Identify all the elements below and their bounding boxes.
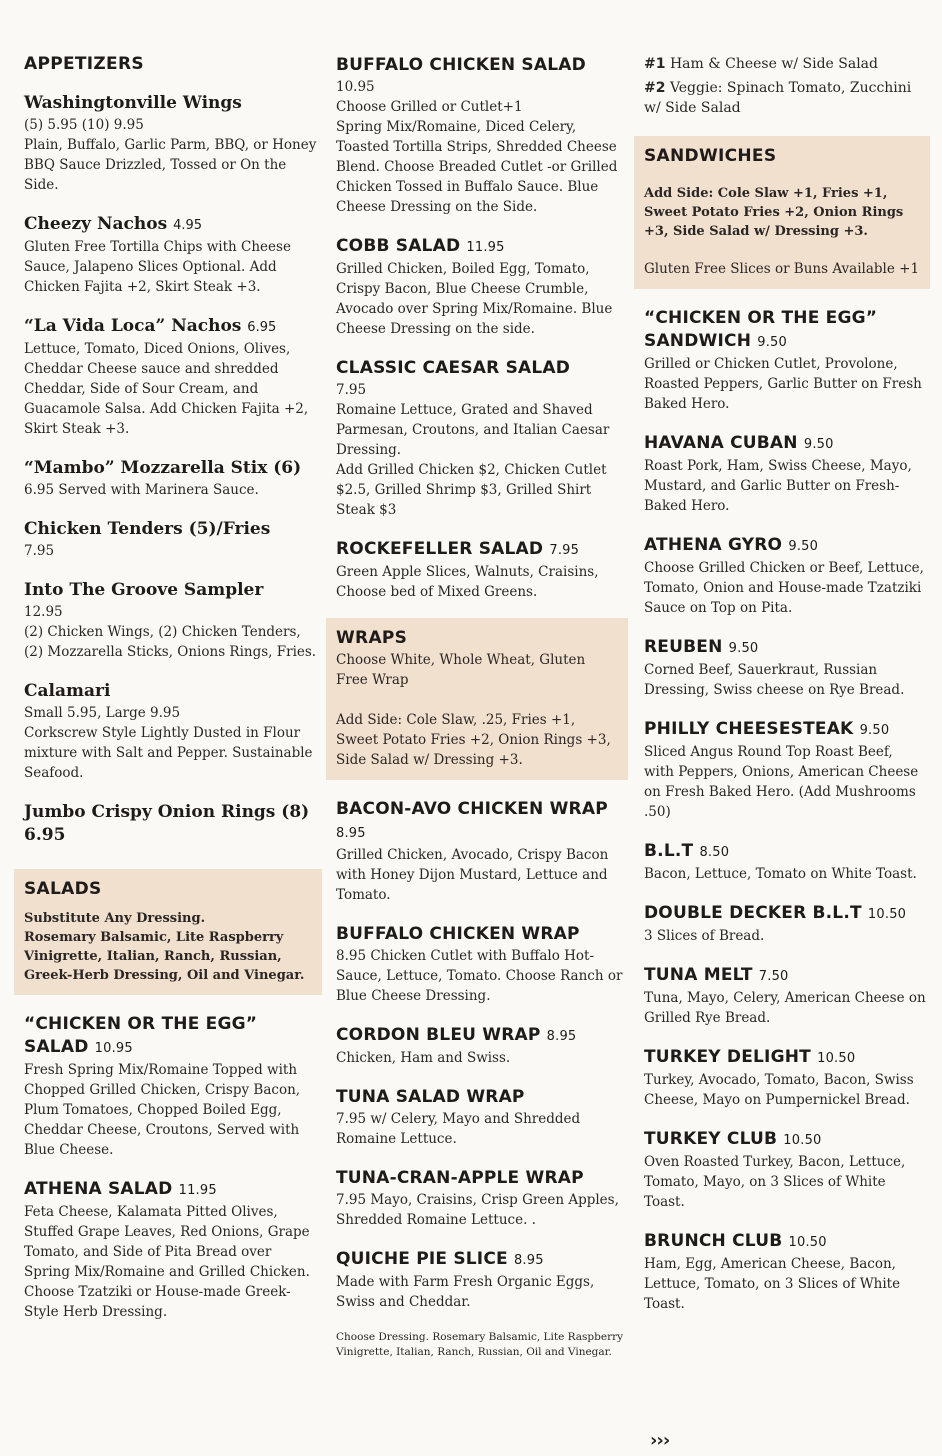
menu-item-name (336, 235, 624, 259)
menu-item (634, 1128, 930, 1212)
sandwiches-heading: SANDWICHES (644, 146, 777, 166)
menu-item-name (24, 457, 318, 480)
menu-item (634, 432, 930, 516)
menu-item (14, 1013, 322, 1160)
menu-item-price: 10.50 (788, 1235, 827, 1250)
menu-item-name (644, 1046, 926, 1070)
menu-item-price: 8.95 (546, 1029, 577, 1044)
combo-item (634, 78, 930, 118)
combo-number: #2 (644, 80, 666, 96)
salads-list-col1 (14, 1013, 322, 1322)
menu-item-title: QUICHE PIE SLICE (336, 1249, 508, 1269)
menu-item-description: 6.95 Served with Marinera Sauce. (24, 482, 259, 498)
menu-item-title: B.L.T (644, 841, 694, 861)
menu-item-description: Grilled Chicken, Boiled Egg, Tomato, Crispy Bacon, Blue Cheese Crumble, Avocado over Spring Mix/Romaine. Blue Cheese Dressing on the side. (336, 261, 613, 337)
menu-item (14, 801, 322, 847)
menu-item (326, 357, 628, 520)
menu-item-description: 7.95 w/ Celery, Mayo and Shredded Romaine Lettuce. (336, 1111, 581, 1147)
menu-item (326, 1086, 628, 1149)
menu-item-name (336, 798, 624, 845)
combo-text: Ham & Cheese w/ Side Salad (669, 56, 878, 72)
menu-item-description: Chicken, Ham and Swiss. (336, 1050, 511, 1066)
menu-item-name (644, 840, 926, 864)
menu-item-name (644, 534, 926, 558)
menu-item (634, 534, 930, 618)
menu-item-price: 11.95 (466, 240, 505, 255)
menu-item-name (24, 1178, 318, 1202)
menu-item-title: COBB SALAD (336, 236, 461, 256)
menu-item-title: TUNA SALAD WRAP (336, 1087, 525, 1107)
wraps-section-box (326, 618, 628, 780)
more-indicator: ››› (650, 1430, 670, 1451)
salads-dressing-note: Substitute Any Dressing. Rosemary Balsamic, Lite Raspberry Vinigrette, Italian, Ranch, Russian, Greek-Herb Dressing, Oil and Vinegar. (24, 911, 305, 983)
menu-item-price: 8.50 (699, 845, 730, 860)
menu-item-description: Green Apple Slices, Walnuts, Craisins, Choose bed of Mixed Greens. (336, 564, 599, 600)
combos-list (634, 54, 930, 118)
menu-item (326, 538, 628, 602)
menu-item-description: Sliced Angus Round Top Roast Beef, with Peppers, Onions, American Cheese on Fresh Baked Hero. (Add Mushrooms .50) (644, 744, 919, 820)
menu-item-description: Grilled or Chicken Cutlet, Provolone, Roasted Peppers, Garlic Butter on Fresh Baked Hero. (644, 356, 922, 412)
menu-item (326, 1248, 628, 1312)
menu-item-title: “La Vida Loca” Nachos (24, 316, 242, 336)
menu-item-description: Turkey, Avocado, Tomato, Bacon, Swiss Cheese, Mayo on Pumpernickel Bread. (644, 1072, 914, 1108)
menu-item-title: ROCKEFELLER SALAD (336, 539, 544, 559)
menu-item-title: “Mambo” Mozzarella Stix (6) (24, 458, 302, 478)
menu-item-price: 9.50 (757, 335, 787, 350)
menu-item-title: CORDON BLEU WRAP (336, 1025, 541, 1045)
sandwiches-list (634, 307, 930, 1314)
menu-item (634, 307, 930, 414)
wraps-list (326, 798, 628, 1312)
appetizers-heading: APPETIZERS (24, 54, 144, 74)
menu-item-description: 7.95 (24, 543, 55, 559)
menu-item (326, 54, 628, 217)
gluten-free-note: Gluten Free Slices or Buns Available +1 (644, 261, 920, 277)
menu-item-description: 7.95 Romaine Lettuce, Grated and Shaved Parmesan, Croutons, and Italian Caesar Dressing. Add Grilled Chicken $2, Chicken Cutlet $2.5, Grilled Shrimp $3, Grilled Shirt Steak $3 (336, 382, 610, 518)
menu-item-name (644, 964, 926, 988)
menu-item (14, 213, 322, 297)
menu-item-description: Ham, Egg, American Cheese, Bacon, Lettuce, Tomato, on 3 Slices of White Toast. (644, 1256, 901, 1312)
menu-item-title: TURKEY DELIGHT (644, 1047, 811, 1067)
menu-item-price: 9.50 (728, 641, 759, 656)
menu-column-3 (634, 54, 930, 1314)
menu-item-title: PHILLY CHEESESTEAK (644, 719, 854, 739)
menu-item-title: BUFFALO CHICKEN SALAD (336, 55, 586, 75)
menu-item-description: Oven Roasted Turkey, Bacon, Lettuce, Tomato, Mayo, on 3 Slices of White Toast. (644, 1154, 906, 1210)
menu-item-description: 12.95 (2) Chicken Wings, (2) Chicken Tenders, (2) Mozzarella Sticks, Onions Rings, Fries. (24, 604, 317, 660)
menu-column-1 (14, 54, 322, 1322)
menu-item (634, 840, 930, 884)
menu-item-price: 9.50 (859, 723, 890, 738)
menu-item (634, 902, 930, 946)
menu-item-name (644, 718, 926, 742)
menu-item-price: 10.50 (817, 1051, 856, 1066)
menu-item-title: HAVANA CUBAN (644, 433, 798, 453)
menu-item-title: CLASSIC CAESAR SALAD (336, 358, 571, 378)
menu-item-name (24, 801, 318, 847)
menu-item-description: Corned Beef, Sauerkraut, Russian Dressing, Swiss cheese on Rye Bread. (644, 662, 905, 698)
menu-item-name (336, 54, 624, 77)
menu-item-description: Fresh Spring Mix/Romaine Topped with Chopped Grilled Chicken, Crispy Bacon, Plum Tomatoes, Chopped Boiled Egg, Cheddar Cheese, Croutons, Served with Blue Cheese. (24, 1062, 301, 1158)
wraps-dressing-footnote: Choose Dressing. Rosemary Balsamic, Lite Raspberry Vinigrette, Italian, Ranch, Russian, Oil and Vinegar. (336, 1331, 624, 1358)
menu-item-title: Washingtonville Wings (24, 93, 242, 113)
menu-item-price: 10.50 (867, 907, 907, 922)
menu-item-price: 6.95 (247, 320, 277, 335)
menu-item-name (336, 1024, 624, 1048)
menu-item-name (24, 518, 318, 541)
menu-item-title: Cheezy Nachos (24, 214, 168, 234)
salads-section-box (14, 869, 322, 995)
menu-item (634, 1230, 930, 1314)
menu-item-description: Lettuce, Tomato, Diced Onions, Olives, Cheddar Cheese sauce and shredded Cheddar, Side of Sour Cream, and Guacamole Salsa. Add Chicken Fajita +2, Skirt Steak +3. (24, 341, 309, 437)
menu-item-description: 3 Slices of Bread. (644, 928, 765, 944)
menu-item-description: Feta Cheese, Kalamata Pitted Olives, Stuffed Grape Leaves, Red Onions, Grape Tomato, and Side of Pita Bread over Spring Mix/Romaine and Grilled Chicken. Choose Tzatziki or House-made Greek-Style Herb Dressing. (24, 1204, 310, 1320)
menu-item-name (24, 680, 318, 703)
menu-item-title: Jumbo Crispy Onion Rings (8) 6.95 (24, 802, 310, 845)
salads-heading: SALADS (24, 879, 102, 899)
menu-item (634, 718, 930, 822)
combo-item (634, 54, 930, 74)
menu-item-name (24, 579, 318, 602)
menu-item (326, 1024, 628, 1068)
menu-item-title: “CHICKEN OR THE EGG” SALAD (24, 1014, 258, 1057)
menu-item-description: Gluten Free Tortilla Chips with Cheese Sauce, Jalapeno Slices Optional. Add Chicken Fajita +2, Skirt Steak +3. (24, 239, 291, 295)
menu-item-title: TURKEY CLUB (644, 1129, 778, 1149)
menu-item-description: (5) 5.95 (10) 9.95 Plain, Buffalo, Garlic Parm, BBQ, or Honey BBQ Sauce Drizzled, Tossed or On the Side. (24, 117, 317, 193)
menu-item-title: BRUNCH CLUB (644, 1231, 783, 1251)
menu-item-price: 10.50 (783, 1133, 822, 1148)
menu-item (634, 964, 930, 1028)
menu-item-title: Calamari (24, 681, 111, 701)
menu-item-title: ATHENA GYRO (644, 535, 783, 555)
menu-item-name (644, 636, 926, 660)
menu-item-name (336, 357, 624, 380)
menu-item (14, 1178, 322, 1322)
menu-item-title: ATHENA SALAD (24, 1179, 173, 1199)
menu-item-price: 8.95 (336, 826, 366, 841)
menu-item-description: Made with Farm Fresh Organic Eggs, Swiss and Cheddar. (336, 1274, 595, 1310)
menu-item-price: 7.50 (758, 969, 789, 984)
menu-item-title: REUBEN (644, 637, 723, 657)
combo-number: #1 (644, 56, 666, 72)
menu-item-name (644, 307, 926, 354)
wraps-sides-note: Add Side: Cole Slaw, .25, Fries +1, Sweet Potato Fries +2, Onion Rings +3, Side Salad w/ Dressing +3. (336, 712, 611, 768)
menu-item-title: BUFFALO CHICKEN WRAP (336, 924, 580, 944)
menu-item-title: “CHICKEN OR THE EGG” SANDWICH (644, 308, 878, 351)
menu-item-name (24, 315, 318, 339)
menu-item (326, 1167, 628, 1230)
menu-item-price: 4.95 (173, 218, 203, 233)
menu-item-title: Chicken Tenders (5)/Fries (24, 519, 271, 539)
menu-item-description: 10.95 Choose Grilled or Cutlet+1 Spring Mix/Romaine, Diced Celery, Toasted Tortilla Strips, Shredded Cheese Blend. Choose Breaded Cutlet -or Grilled Chicken Tossed in Buffalo Sauce. Blue Cheese Dressing on the Side. (336, 79, 618, 215)
menu-item (326, 798, 628, 905)
menu-item (326, 235, 628, 339)
menu-item-name (644, 1128, 926, 1152)
menu-item-description: Tuna, Mayo, Celery, American Cheese on Grilled Rye Bread. (644, 990, 926, 1026)
menu-item-name (644, 1230, 926, 1254)
menu-item-price: 11.95 (178, 1183, 217, 1198)
menu-item (14, 92, 322, 195)
menu-item-price: 8.95 (513, 1253, 544, 1268)
menu-item-name (336, 1167, 624, 1190)
wraps-bread-note: Choose White, Whole Wheat, Gluten Free Wrap (336, 652, 586, 688)
appetizers-list (14, 92, 322, 847)
menu-item-name (336, 923, 624, 946)
menu-item-name (24, 213, 318, 237)
combo-text: Veggie: Spinach Tomato, Zucchini w/ Side Salad (644, 80, 912, 116)
menu-item (634, 1046, 930, 1110)
menu-item (14, 518, 322, 561)
menu-item (634, 636, 930, 700)
menu-item-name (336, 1086, 624, 1109)
menu-item-title: BACON-AVO CHICKEN WRAP (336, 799, 608, 819)
salads-list-col2 (326, 54, 628, 602)
menu-item-name (336, 538, 624, 562)
menu-item (14, 579, 322, 662)
menu-item-name (644, 432, 926, 456)
menu-item-price: 9.50 (788, 539, 819, 554)
wraps-heading: WRAPS (336, 628, 408, 648)
menu-item-description: 8.95 Chicken Cutlet with Buffalo Hot-Sauce, Lettuce, Tomato. Choose Ranch or Blue Cheese Dressing. (336, 948, 623, 1004)
menu-item (14, 315, 322, 439)
menu-item (14, 680, 322, 783)
menu-item-title: TUNA MELT (644, 965, 753, 985)
sandwiches-sides-note: Add Side: Cole Slaw +1, Fries +1, Sweet Potato Fries +2, Onion Rings +3, Side Salad w/ Dressing +3. (644, 186, 904, 239)
menu-item-price: 7.95 (549, 543, 580, 558)
menu-item-description: Bacon, Lettuce, Tomato on White Toast. (644, 866, 917, 882)
menu-item-price: 10.95 (94, 1041, 133, 1056)
menu-item-name (24, 1013, 318, 1060)
menu-item-name (336, 1248, 624, 1272)
menu-item-title: Into The Groove Sampler (24, 580, 264, 600)
menu-item-description: Small 5.95, Large 9.95 Corkscrew Style Lightly Dusted in Flour mixture with Salt and Pepper. Sustainable Seafood. (24, 705, 313, 781)
menu-item-price: 9.50 (803, 437, 834, 452)
menu-column-2 (326, 54, 628, 1360)
menu-item-name (644, 902, 926, 926)
menu-item-description: Choose Grilled Chicken or Beef, Lettuce, Tomato, Onion and House-made Tzatziki Sauce on Top on Pita. (644, 560, 924, 616)
menu-item-title: DOUBLE DECKER B.L.T (644, 903, 862, 923)
menu-item-description: Grilled Chicken, Avocado, Crispy Bacon with Honey Dijon Mustard, Lettuce and Tomato. (336, 847, 609, 903)
menu-item (14, 457, 322, 500)
sandwiches-section-box (634, 136, 930, 289)
menu-item-description: 7.95 Mayo, Craisins, Crisp Green Apples, Shredded Romaine Lettuce. . (336, 1192, 619, 1228)
menu-item-title: TUNA-CRAN-APPLE WRAP (336, 1168, 584, 1188)
menu-item (326, 923, 628, 1006)
menu-item-description: Roast Pork, Ham, Swiss Cheese, Mayo, Mustard, and Garlic Butter on Fresh-Baked Hero. (644, 458, 912, 514)
menu-item-name (24, 92, 318, 115)
